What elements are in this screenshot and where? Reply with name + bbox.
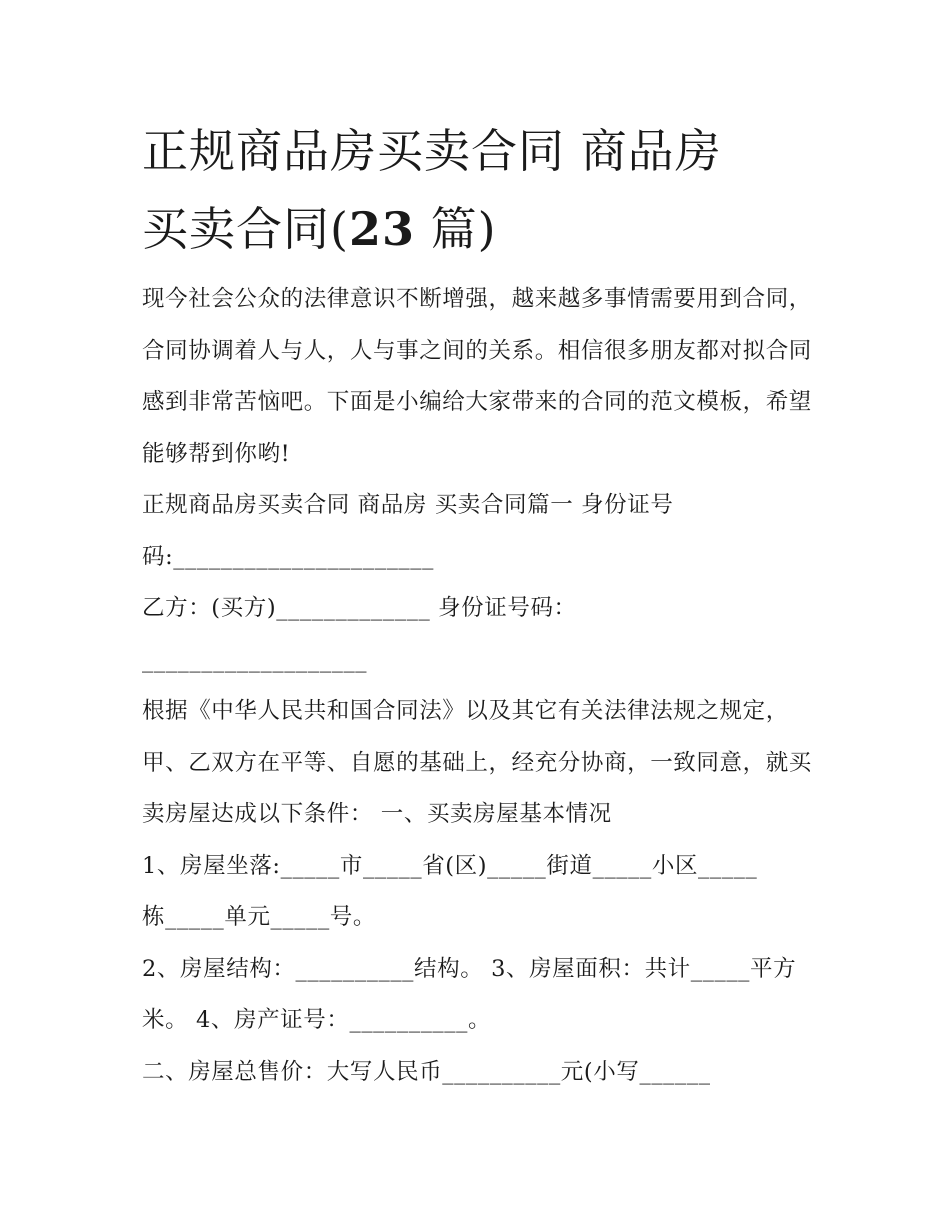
title-line-1: 正规商品房买卖合同 商品房: [142, 124, 722, 178]
intro-paragraph: 现今社会公众的法律意识不断增强，越来越多事情需要用到合同，合同协调着人与人，人与事之间的关系。相信很多朋友都对拟合同感到非常苦恼吧。下面是小编给大家带来的合同的范文模板，希望能够帮到你哟!: [142, 286, 812, 467]
id-number-field-a: 码:______________________: [142, 543, 434, 570]
title-line-2-pre: 买卖合同(: [142, 202, 349, 256]
document-title: [142, 112, 822, 268]
price-clause: 二、房屋总售价：大写人民币__________元(小写______: [142, 1058, 711, 1085]
basis-paragraph: 根据《中华人民共和国合同法》以及其它有关法律法规之规定，甲、乙双方在平等、自愿的基础上，经充分协商，一致同意，就买卖房屋达成以下条件： 一、买卖房屋基本情况: [142, 698, 812, 827]
document-page: [142, 112, 822, 1098]
id-number-field-b: ___________________: [142, 646, 368, 673]
structure-area-clause: 2、房屋结构：__________结构。 3、房屋面积：共计_____平方米。 4、房产证号：__________。: [142, 955, 797, 1033]
party-b-line: 乙方：(买方)_____________ 身份证号码：: [142, 595, 577, 621]
location-clause-cont: 栋_____单元_____号。: [142, 904, 377, 930]
section-heading-1: 正规商品房买卖合同 商品房 买卖合同篇一 身份证号: [142, 492, 674, 518]
title-line-2-num: 23: [348, 202, 415, 256]
title-line-2-post: 篇): [414, 202, 497, 256]
location-clause: 1、房屋坐落:_____市_____省(区)_____街道_____小区_____: [142, 852, 758, 879]
